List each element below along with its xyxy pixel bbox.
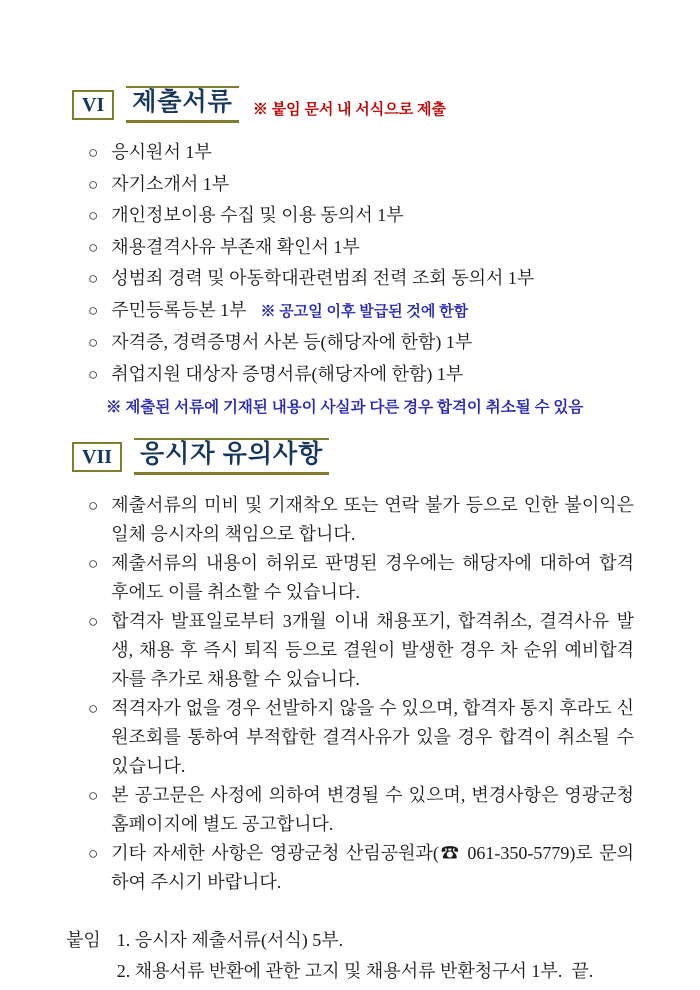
circle-bullet: ○: [88, 143, 99, 162]
circle-bullet: ○: [88, 333, 99, 352]
section-6-numeral-box: VI: [72, 90, 114, 120]
list-item: [88, 263, 634, 295]
circle-bullet: ○: [88, 844, 99, 863]
list-item: [88, 137, 634, 169]
list-item: [88, 295, 634, 328]
list-item-inline-note: ※ 공고일 이후 발급된 것에 한함: [260, 303, 469, 320]
section-7-header: [72, 438, 634, 475]
list-item: [88, 359, 634, 391]
section-7-numeral-box: VII: [72, 442, 122, 472]
note-paragraph: [88, 781, 634, 839]
section-6-header: [72, 86, 634, 123]
circle-bullet: ○: [88, 786, 99, 805]
note-paragraph-text: 제출서류의 미비 및 기재착오 또는 연락 불가 등으로 인한 불이익은 일체 응시자의 책임으로 합니다.: [111, 495, 634, 544]
circle-bullet: ○: [88, 554, 99, 573]
circle-bullet: ○: [88, 300, 99, 320]
note-paragraph: [88, 607, 634, 694]
section-6-header-note: ※ 붙임 문서 내 서식으로 제출: [252, 102, 446, 118]
list-item: [88, 327, 634, 359]
note-paragraph: [88, 549, 634, 607]
note-paragraph-text: 제출서류의 내용이 허위로 판명된 경우에는 해당자에 대하여 합격 후에도 이를 취소할 수 있습니다.: [111, 553, 634, 602]
section-6-title: 제출서류: [126, 86, 239, 123]
circle-bullet: ○: [88, 174, 99, 194]
circle-bullet: ○: [88, 496, 99, 515]
submission-documents-list: [88, 137, 634, 390]
list-item: [88, 169, 634, 201]
attachment-line: 1. 응시자 제출서류(서식) 5부.: [116, 930, 344, 950]
circle-bullet: ○: [88, 699, 99, 718]
applicant-notes-list: [88, 491, 634, 897]
list-item-text: 취업지원 대상자 증명서류(해당자에 한함) 1부: [111, 363, 464, 384]
list-item-text: 채용결격사유 부존재 확인서 1부: [111, 236, 360, 257]
attachments-lines: [117, 925, 593, 987]
list-item-text: 주민등록등본 1부: [111, 299, 247, 320]
list-item: [88, 232, 634, 264]
note-paragraph-text: 본 공고문은 사정에 의하여 변경될 수 있으며, 변경사항은 영광군청 홈페이지에 별도 공고합니다.: [111, 785, 634, 834]
list-item: [88, 200, 634, 232]
list-item-text: 자기소개서 1부: [111, 173, 230, 194]
attachment-line: 2. 채용서류 반환에 관한 고지 및 채용서류 반환청구서 1부. 끝.: [116, 961, 594, 981]
circle-bullet: ○: [88, 364, 99, 384]
list-item-text: 응시원서 1부: [111, 142, 212, 162]
note-paragraph-text: 합격자 발표일로부터 3개월 이내 채용포기, 합격취소, 결격사유 발생, 채용 후 즉시 퇴직 등으로 결원이 발생한 경우 차 순위 예비합격자를 추가로 채용할 수 있습니다.: [111, 611, 634, 689]
list-item-text: 성범죄 경력 및 아동학대관련범죄 전력 조회 동의서 1부: [111, 268, 535, 288]
note-paragraph: [88, 694, 634, 781]
note-paragraph: [88, 839, 634, 897]
section-7-title: 응시자 유의사항: [134, 438, 329, 475]
note-paragraph: [88, 491, 634, 549]
attachments-label: 붙임: [66, 930, 101, 950]
section-6-footnote: ※ 제출된 서류에 기재된 내용이 사실과 다른 경우 합격이 취소될 수 있음: [106, 399, 584, 416]
circle-bullet: ○: [88, 206, 99, 225]
note-paragraph-text: 기타 자세한 사항은 영광군청 산림공원과(☎ 061-350-5779)로 문의하여 주시기 바랍니다.: [111, 843, 634, 892]
note-paragraph-text: 적격자가 없을 경우 선발하지 않을 수 있으며, 합격자 통지 후라도 신원조회를 통하여 부적합한 결격사유가 있을 경우 합격이 취소될 수 있습니다.: [111, 698, 634, 776]
circle-bullet: ○: [88, 612, 99, 631]
circle-bullet: ○: [88, 237, 99, 257]
list-item-text: 개인정보이용 수집 및 이용 동의서 1부: [111, 205, 404, 225]
circle-bullet: ○: [88, 269, 99, 288]
list-item-text: 자격증, 경력증명서 사본 등(해당자에 한함) 1부: [111, 332, 473, 352]
attachments-block: [66, 925, 634, 987]
